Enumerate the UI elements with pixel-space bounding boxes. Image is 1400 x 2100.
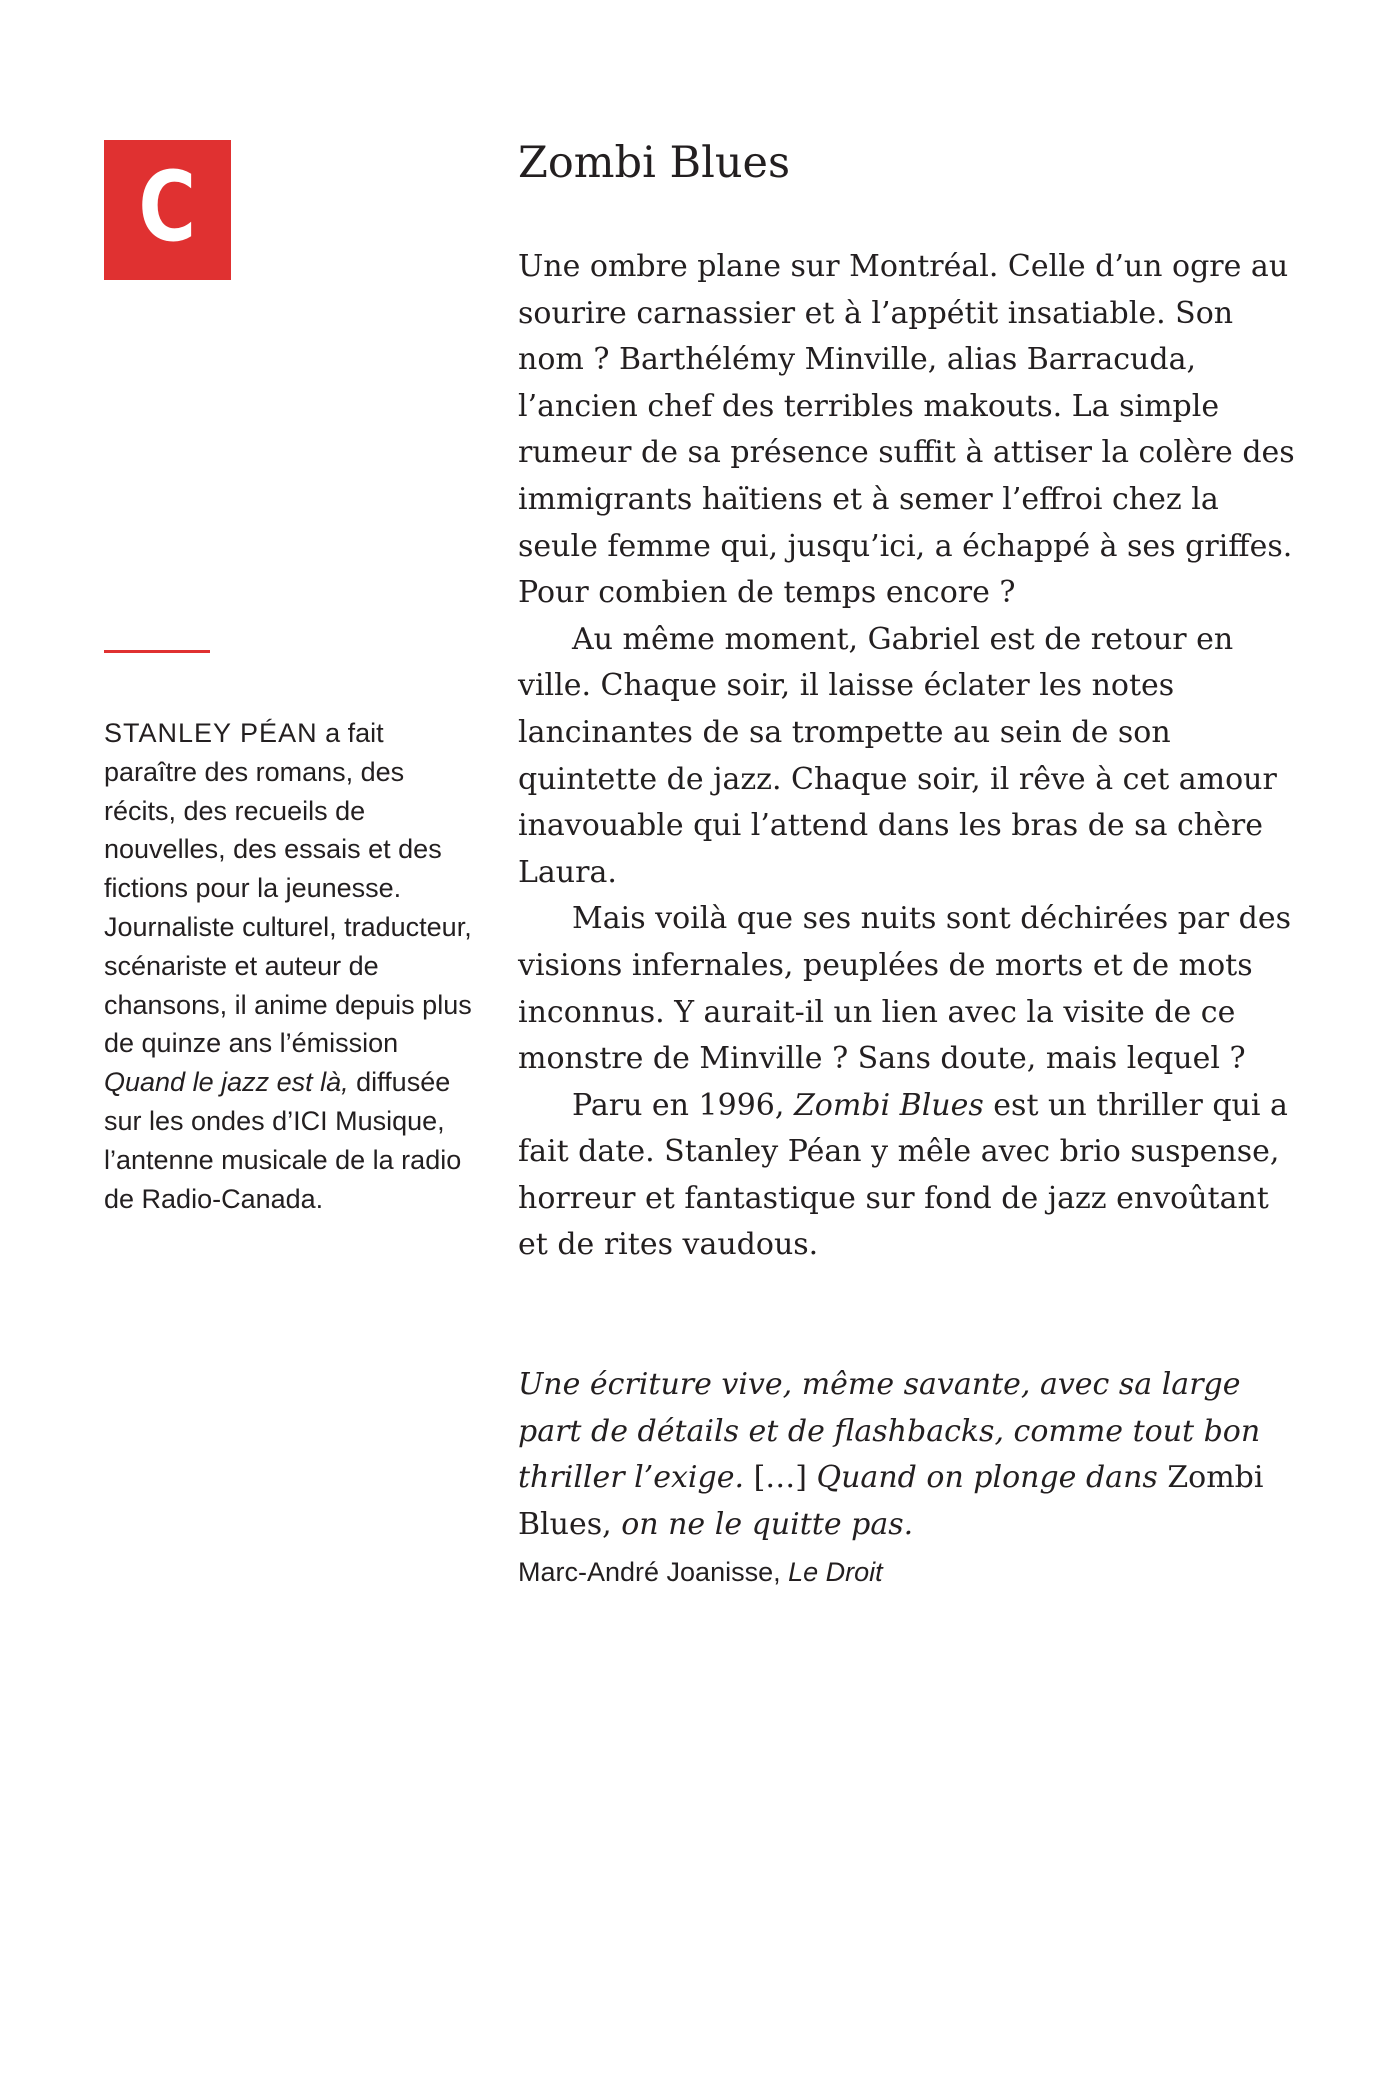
press-quote-text [518, 1362, 1308, 1548]
publisher-logo-letter: C [138, 151, 197, 263]
synopsis-p4-book-title: Zombi Blues [793, 1087, 984, 1123]
author-bio-text [104, 714, 476, 1218]
synopsis-p4-end: est un thriller qui a fait date. Stanley Péan y mêle avec brio suspense, horreur et fantastique sur fond de jazz envoûtant et de rites vaudous. [518, 1087, 1288, 1263]
synopsis-paragraph-1: Une ombre plane sur Montréal. Celle d’un ogre au sourire carnassier et à l’appétit insatiable. Son nom ? Barthélémy Minville, alias Barracuda, l’ancien chef des terribles makouts. La simple rumeur de sa présence suffit à attiser la colère des immigrants haïtiens et à semer l’effroi chez la seule femme qui, jusqu’ici, a échappé à ses griffes. Pour combien de temps encore ? [518, 249, 1295, 611]
bio-text-part-2: diffusée sur les ondes d’ICI Musique, l’antenne musicale de la radio de Radio-Canada. [104, 1067, 462, 1214]
attribution-name: Marc-André Joanisse, [518, 1557, 789, 1587]
publisher-logo [104, 140, 231, 280]
synopsis [518, 244, 1308, 1269]
synopsis-paragraph-3: Mais voilà que ses nuits sont déchirées par des visions infernales, peuplées de morts et de mots inconnus. Y aurait-il un lien avec la visite de ce monstre de Minville ? Sans doute, mais lequel ? [518, 901, 1292, 1077]
radio-show-title: Quand le jazz est là, [104, 1067, 349, 1098]
quote-part-3: Quand on plonge dans [816, 1460, 1158, 1496]
quote-attribution [518, 1553, 883, 1591]
press-quote [518, 1362, 1308, 1548]
quote-part-4: Zombi Blues, [518, 1460, 1264, 1542]
author-bio [104, 714, 476, 1218]
quote-part-1: Une écriture vive, même savante, avec sa large part de détails et de flashbacks, comme tout bon thriller l’exige. [518, 1367, 1261, 1496]
bio-text-part-1: a fait paraître des romans, des récits, des recueils de nouvelles, des essais et des fictions pour la jeunesse. Journaliste culturel, traducteur, scénariste et auteur de chansons, il anime depuis plus de quinze ans l’émission [104, 718, 472, 1059]
quote-part-2: […] [744, 1460, 817, 1496]
synopsis-paragraph-4 [518, 1083, 1308, 1269]
synopsis-p4-start: Paru en 1996, [572, 1087, 794, 1123]
red-divider [104, 650, 210, 653]
author-name: STANLEY PÉAN [104, 718, 318, 748]
quote-part-5: on ne le quitte pas. [621, 1506, 914, 1542]
synopsis-paragraph-2: Au même moment, Gabriel est de retour en ville. Chaque soir, il laisse éclater les notes lancinantes de sa trompette au sein de son quintette de jazz. Chaque soir, il rêve à cet amour inavouable qui l’attend dans les bras de sa chère Laura. [518, 621, 1277, 890]
attribution-source: Le Droit [788, 1557, 883, 1587]
book-title: Zombi Blues [518, 138, 791, 188]
